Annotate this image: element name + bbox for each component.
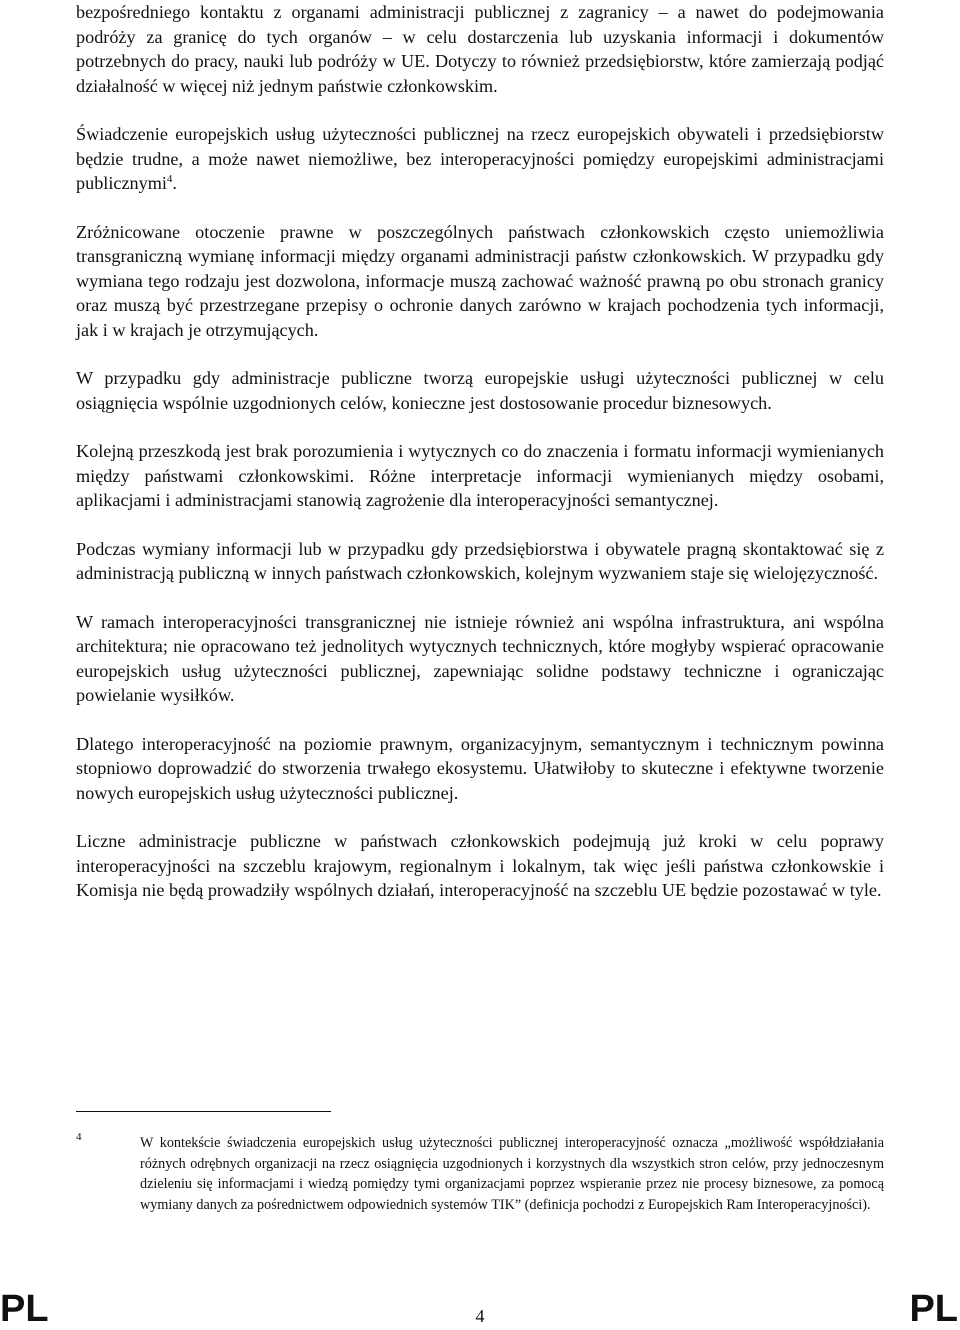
paragraph-7: W ramach interoperacyjności transgranicznej nie istnieje również ani wspólna infrastruktura, ani wspólna architektura; nie opracowano też jednolitych wytycznych technicznych, które mogłyby wspierać opracowanie europejskich usług użyteczności publicznej, zapewniając solidne podstawy techniczne i ograniczając powielanie wysiłków. xyxy=(76,611,884,705)
page-number: 4 xyxy=(475,1306,485,1326)
document-body xyxy=(76,0,884,927)
footnote-number: 4 xyxy=(76,1131,82,1143)
language-code-right: PL xyxy=(909,1288,958,1330)
footnote-separator xyxy=(76,1111,331,1112)
footnote-reference[interactable]: 4 xyxy=(166,172,173,185)
paragraph-6: Podczas wymiany informacji lub w przypadku gdy przedsiębiorstwa i obywatele pragną skontaktować się z administracją publiczną w innych państwach członkowskich, kolejnym wyzwaniem staje się wielojęzyczność. xyxy=(76,538,884,583)
paragraph-1: bezpośredniego kontaktu z organami administracji publicznej z zagranicy – a nawet do podejmowania podróży za granicę do tych organów – w celu dostarczenia lub uzyskania informacji i dokumentów potrzebnych do pracy, nauki lub podróży w UE. Dotyczy to również przedsiębiorstw, które zamierzają podjąć działalność w więcej niż jednym państwie członkowskim. xyxy=(76,2,884,96)
paragraph-9: Liczne administracje publiczne w państwach członkowskich podejmują już kroki w celu poprawy interoperacyjności na szczeblu krajowym, regionalnym i lokalnym, tak więc jeśli państwa członkowskie i Komisja nie będą prowadziły wspólnych działań, interoperacyjność na szczeblu UE będzie pozostawać w tyle. xyxy=(76,831,884,900)
footnote-text: W kontekście świadczenia europejskich usług użyteczności publicznej interoperacyjność oznacza „możliwość współdziałania różnych odrębnych organizacji na rzecz osiągnięcia uzgodnionych i korzystnych dla wszystkich stron celów, przy jednoczesnym dzieleniu się informacjami i wiedzą pomiędzy tymi organizacjami poprzez wspieranie przez nie procesy biznesowe, za pomocą wymiany danych za pośrednictwem odpowiednich systemów TIK” (definicja pochodzi z Europejskich Ram Interoperacyjności). xyxy=(140,1135,884,1214)
language-code-left: PL xyxy=(0,1288,49,1330)
paragraph-2-period: . xyxy=(172,173,177,193)
paragraph-3: Zróżnicowane otoczenie prawne w poszczególnych państwach członkowskich często uniemożliwia transgraniczną wymianę informacji między organami administracji państw członkowskich. W przypadku gdy wymiana tego rodzaju jest dozwolona, informacje muszą zachować ważność prawną po obu stronach granicy oraz muszą być przestrzegane przepisy o ochronie danych zarówno w krajach pochodzenia tych informacji, jak i w krajach je otrzymujących. xyxy=(76,221,884,340)
paragraph-2 xyxy=(76,122,884,196)
footnote xyxy=(76,1130,884,1216)
paragraph-8: Dlatego interoperacyjność na poziomie prawnym, organizacyjnym, semantycznym i technicznym powinna stopniowo doprowadzić do stworzenia trwałego ekosystemu. Ułatwiłoby to skuteczne i efektywne tworzenie nowych europejskich usług użyteczności publicznej. xyxy=(76,733,884,803)
paragraph-5: Kolejną przeszkodą jest brak porozumienia i wytycznych co do znaczenia i formatu informacji wymienianych między państwami członkowskimi. Różne interpretacje informacji wymienianych między osobami, aplikacjami i administracjami stanowią zagrożenie dla interoperacyjności semantycznej. xyxy=(76,441,884,510)
paragraph-4: W przypadku gdy administracje publiczne tworzą europejskie usługi użyteczności publicznej w celu osiągnięcia wspólnie uzgodnionych celów, konieczne jest dostosowanie procedur biznesowych. xyxy=(76,368,884,413)
paragraph-2-text: Świadczenie europejskich usług użyteczności publicznej na rzecz europejskich obywateli i przedsiębiorstw będzie trudne, a może nawet niemożliwe, bez interoperacyjności pomiędzy europejskimi administracjami publicznymi xyxy=(76,124,884,193)
